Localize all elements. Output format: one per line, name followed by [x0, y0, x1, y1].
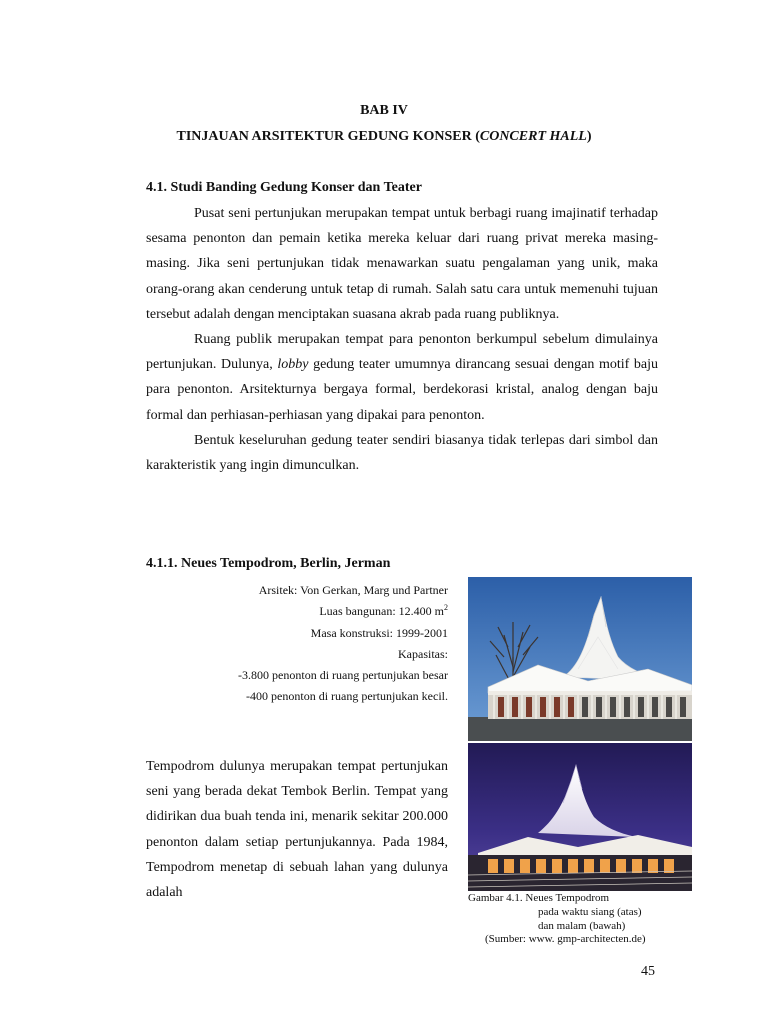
caption-source: (Sumber: www. gmp-architecten.de)	[485, 933, 646, 946]
paragraph-1: Pusat seni pertunjukan merupakan tempat untuk berbagi ruang imajinatif terhadap sesama penonton dan pemain ketika mereka keluar dari ruang privat mereka masing-masing. Jika seni pertunjukan tidak menawarkan suatu pengalaman yang unik, maka orang-orang akan cenderung untuk tetap di rumah. Salah satu cara untuk memenuhi tujuan tersebut adalah dengan menciptakan suasana akrab pada ruang publiknya.	[146, 206, 658, 322]
section-heading-4-1: 4.1. Studi Banding Gedung Konser dan Teater	[146, 180, 422, 195]
spec-area-text: Luas bangunan: 12.400 m	[319, 604, 444, 619]
section-body	[146, 201, 658, 478]
caption-line-1: Gambar 4.1. Neues Tempodrom	[468, 892, 610, 904]
spec-area-sup: 2	[444, 603, 448, 613]
paragraph-2-part-b: gedung teater umumnya dirancang sesuai dengan motif baju para penonton. Arsitekturnya bergaya formal, berdekorasi kristal, analog dengan baju formal dan perhiasan-perhiasan yang dipakai para penonton.	[146, 357, 659, 423]
tempodrom-paragraph: Tempodrom dulunya merupakan tempat pertunjukan seni yang berada dekat Tembok Berlin. Tempat yang didirikan dua buah tenda ini, menarik sekitar 200.000 penonton dalam setiap pertunjukannya. Pada 1984, Tempodrom menetap di sebuah lahan yang dulunya adalah	[146, 759, 448, 901]
page-number: 45	[641, 964, 655, 979]
paragraph-2-part-a: Ruang publik merupakan tempat para penonton berkumpul sebelum dimulainya pertunjukan. Dulunya,	[146, 332, 658, 373]
chapter-title-italic: CONCERT HALL	[479, 129, 587, 144]
paragraph-3: Bentuk keseluruhan gedung teater sendiri biasanya tidak terlepas dari simbol dan karakteristik yang ingin dimunculkan.	[146, 432, 658, 474]
chapter-number: BAB IV	[360, 103, 408, 118]
spec-capacity-large: -3.800 penonton di ruang pertunjukan besar	[238, 668, 448, 683]
chapter-title	[0, 129, 768, 145]
caption-line-3: dan malam (bawah)	[538, 919, 626, 932]
building-specs	[180, 580, 448, 708]
figure-caption	[468, 892, 646, 947]
paragraph-2	[146, 327, 658, 428]
paragraph-2-italic: lobby	[277, 357, 309, 373]
caption-line-2: pada waktu siang (atas)	[538, 905, 642, 918]
spec-construction: Masa konstruksi: 1999-2001	[310, 625, 448, 640]
spec-capacity-small: -400 penonton di ruang pertunjukan kecil.	[246, 689, 448, 704]
tempodrom-day-photo	[468, 577, 692, 741]
spec-architect: Arsitek: Von Gerkan, Marg und Partner	[258, 583, 448, 597]
spec-area	[180, 601, 448, 622]
chapter-title-end: )	[586, 129, 592, 144]
tempodrom-description	[146, 754, 448, 905]
section-heading-4-1-1: 4.1.1. Neues Tempodrom, Berlin, Jerman	[146, 556, 391, 571]
chapter-title-main: TINJAUAN ARSITEKTUR GEDUNG KONSER (	[176, 129, 480, 144]
spec-capacity-label: Kapasitas:	[398, 646, 448, 661]
tempodrom-night-photo	[468, 743, 692, 891]
